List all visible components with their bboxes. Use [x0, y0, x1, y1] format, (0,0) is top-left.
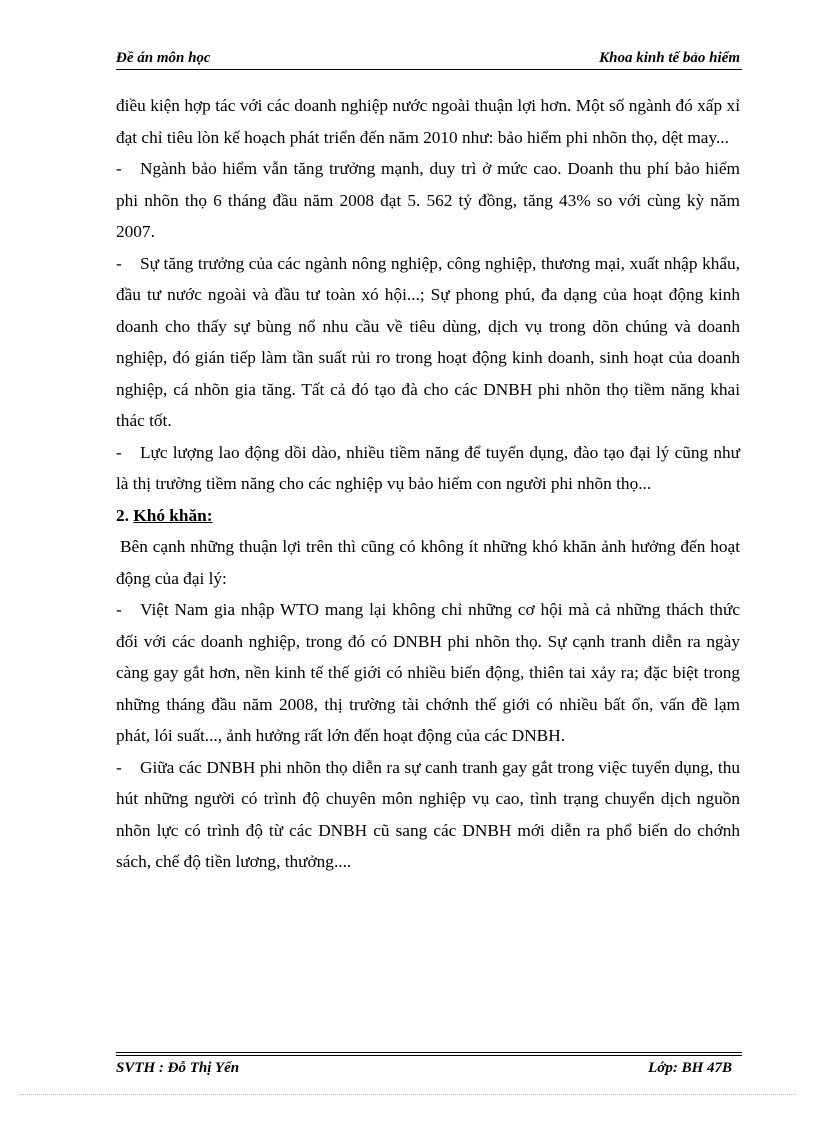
- bullet-item: [116, 752, 740, 878]
- bullet-marker: -: [116, 600, 122, 619]
- footer-rule-bottom: [116, 1055, 742, 1056]
- bullet-item: [116, 248, 740, 437]
- bullet-text: Lực lượng lao động dồi dào, nhiều tiềm năng để tuyển dụng, đào tạo đại lý cũng như là thị trường tiềm năng cho các nghiệp vụ bảo hiểm con người phi nhõn thọ...: [116, 442, 740, 493]
- bullet-marker: -: [116, 159, 122, 178]
- section-title: Khó khăn:: [133, 505, 213, 525]
- page-header: [116, 48, 742, 70]
- bullet-item: [116, 594, 740, 752]
- paragraph-difficulties-intro: Bên cạnh những thuận lợi trên thì cũng có không ít những khó khăn ảnh hưởng đến hoạt động của đại lý:: [116, 537, 740, 588]
- bullet-item: [116, 153, 740, 248]
- section-number: 2.: [116, 505, 134, 525]
- section-heading: [116, 500, 740, 532]
- bullet-text: Giữa các DNBH phi nhõn thọ diễn ra sự canh tranh gay gắt trong việc tuyển dụng, thu hút những người có trình độ chuyên môn nghiệp vụ cao, tình trạng chuyển dịch nguồn nhõn lực có trình độ từ các DNBH cũ sang các DNBH mới diễn ra phổ biến do chớnh sách, chế độ tiền lương, thưởng....: [116, 757, 740, 871]
- bullet-text: Việt Nam gia nhập WTO mang lại không chỉ những cơ hội mà cả những thách thức đối với các doanh nghiệp, trong đó có DNBH phi nhõn thọ. Sự cạnh tranh diễn ra ngày càng gay gắt hơn, nền kinh tế thế giới có nhiều biến động, thiên tai xảy ra; đặc biệt trong những tháng đầu năm 2008, thị trường tài chớnh thế giới có nhiều bất ổn, vấn đề lạm phát, lói suất..., ảnh hưởng rất lớn đến hoạt động của các DNBH.: [116, 600, 740, 745]
- document-body: [116, 90, 740, 878]
- bullet-item: [116, 437, 740, 500]
- page-bottom-dotted-line: [20, 1094, 796, 1095]
- footer-class: Lớp: BH 47B: [648, 1060, 732, 1076]
- bullet-marker: -: [116, 757, 122, 777]
- header-rule: [116, 69, 742, 70]
- bullet-marker: -: [116, 253, 122, 273]
- bullet-marker: -: [116, 442, 122, 462]
- bullet-text: Ngành bảo hiểm vẫn tăng trưởng mạnh, duy trì ở mức cao. Doanh thu phí bảo hiểm phi nhõn thọ 6 tháng đầu năm 2008 đạt 5. 562 tỷ đồng, tăng 43% so với cùng kỳ năm 2007.: [116, 159, 740, 241]
- paragraph-intro: điều kiện hợp tác với các doanh nghiệp nước ngoài thuận lợi hơn. Một số ngành đó xấp xỉ đạt chỉ tiêu lòn kế hoạch phát triển đến năm 2010 như: bảo hiểm phi nhõn thọ, dệt may...: [116, 96, 740, 147]
- header-course-title: Đề án môn học: [116, 50, 211, 66]
- bullet-text: Sự tăng trưởng của các ngành nông nghiệp, công nghiệp, thương mại, xuất nhập khẩu, đầu tư nước ngoài và đầu tư toàn xó hội...; Sự phong phú, đa dạng của hoạt động kinh doanh cho thấy sự bùng nổ nhu cầu về tiêu dùng, dịch vụ trong dõn chúng và doanh nghiệp, đó gián tiếp làm tần suất rủi ro trong hoạt động kinh doanh, sinh hoạt của doanh nghiệp, cá nhõn gia tăng. Tất cả đó tạo đà cho các DNBH phi nhõn thọ tiềm năng khai thác tốt.: [116, 253, 740, 430]
- footer-student: SVTH : Đỗ Thị Yến: [116, 1060, 240, 1076]
- page-footer: [116, 1058, 742, 1080]
- header-faculty: Khoa kinh tế bảo hiểm: [599, 50, 740, 66]
- footer-rule-top: [116, 1052, 742, 1053]
